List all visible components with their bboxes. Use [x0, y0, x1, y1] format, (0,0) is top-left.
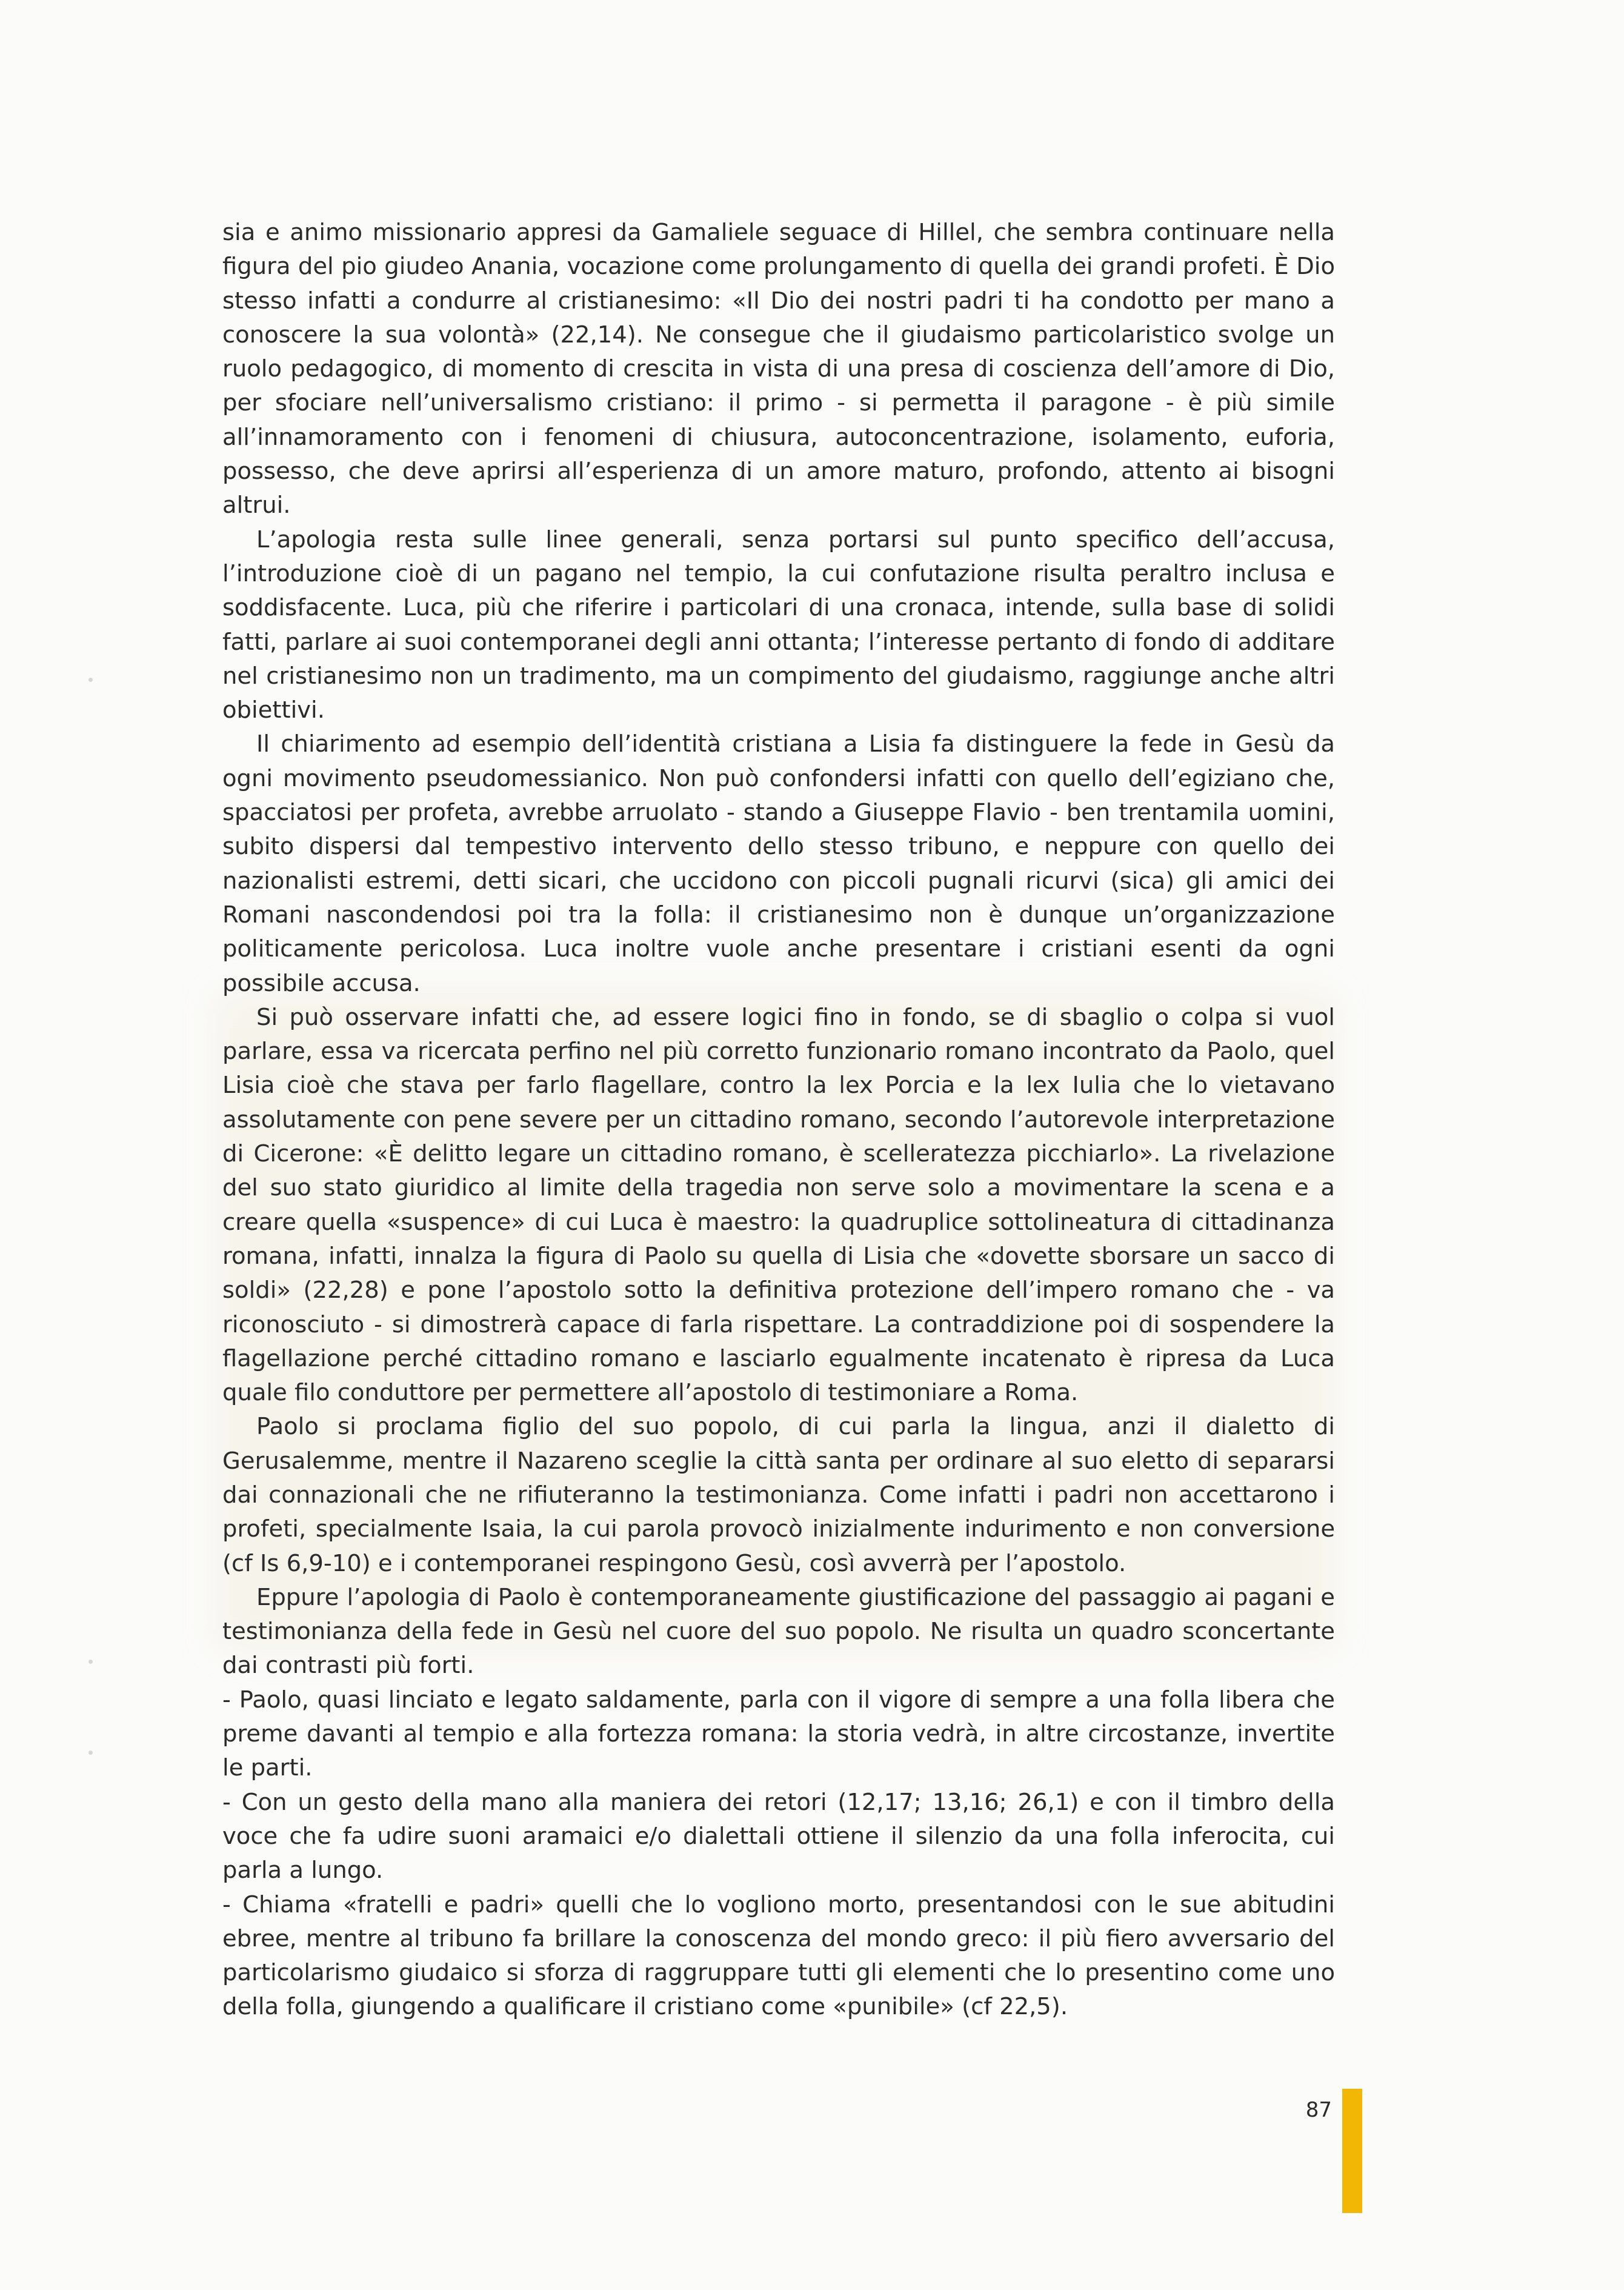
paragraph: Il chiarimento ad esempio dell’identità cristiana a Lisia fa distinguere la fede in Gesù da ogni movimento pseudomessianico. Non può confondersi infatti con quello dell’egiziano che, spacciatosi per profeta, avrebbe arruolato - stando a Giuseppe Flavio - ben trentamila uomini, subito dispersi dal tempestivo intervento dello stesso tribuno, e neppure con quello dei nazionalisti estremi, detti sicari, che uccidono con piccoli pugnali ricurvi (sica) gli amici dei Romani nascondendosi poi tra la folla: il cristianesimo non è dunque un’organizzazione politicamente pericolosa. Luca inoltre vuole anche presentare i cristiani esenti da ogni possibile accusa.	[222, 730, 1335, 997]
paragraph: sia e animo missionario appresi da Gamaliele seguace di Hillel, che sembra continuare nella figura del pio giudeo Anania, vocazione come prolungamento di quella dei grandi profeti. È Dio stesso infatti a condurre al cristianesimo: «Il Dio dei nostri padri ti ha condotto per mano a conoscere la sua volontà» (22,14). Ne consegue che il giudaismo particolaristico svolge un ruolo pedagogico, di momento di crescita in vista di una presa di coscienza dell’amore di Dio, per sfociare nell’universalismo cristiano: il primo - si permetta il paragone - è più simile all’innamoramento con i fenomeni di chiusura, autoconcentrazione, isolamento, euforia, possesso, che deve aprirsi all’esperienza di un amore maturo, profondo, attento ai bisogni altrui.	[222, 219, 1335, 519]
accent-bar	[1342, 2089, 1362, 2213]
paragraph: Si può osservare infatti che, ad essere logici fino in fondo, se di sbaglio o colpa si vuol parlare, essa va ricercata perfino nel più corretto funzionario romano incontrato da Paolo, quel Lisia cioè che stava per farlo flagellare, contro la lex Porcia e la lex Iulia che lo vietavano assolutamente con pene severe per un cittadino romano, secondo l’autorevole interpretazione di Cicerone: «È delitto legare un cittadino romano, è scelleratezza picchiarlo». La rivelazione del suo stato giuridico al limite della tragedia non serve solo a movimentare la scena e a creare quella «suspence» di cui Luca è maestro: la quadruplice sottolineatura di cittadinanza romana, infatti, innalza la figura di Paolo su quella di Lisia che «dovette sborsare un sacco di soldi» (22,28) e pone l’apostolo sotto la definitiva protezione dell’impero romano che - va riconosciuto - si dimostrerà capace di farla rispettare. La contraddizione poi di sospendere la flagellazione perché cittadino romano e lasciarlo egualmente incatenato è ripresa da Luca quale filo conduttore per permettere all’apostolo di testimoniare a Roma.	[222, 1003, 1335, 1407]
page-number: 87	[1305, 2098, 1332, 2122]
list-item: - Paolo, quasi linciato e legato saldamente, parla con il vigore di sempre a una folla libera che preme davanti al tempio e alla fortezza romana: la storia vedrà, in altre circostanze, invertite le parti.	[222, 1686, 1335, 1782]
scan-dust-dot	[88, 1751, 93, 1755]
scan-dust-dot	[88, 678, 93, 682]
body-text	[222, 216, 1335, 2025]
paragraph: L’apologia resta sulle linee generali, senza portarsi sul punto specifico dell’accusa, l’introduzione cioè di un pagano nel tempio, la cui confutazione risulta peraltro inclusa e soddisfacente. Luca, più che riferire i particolari di una cronaca, intende, sulla base di solidi fatti, parlare ai suoi contemporanei degli anni ottanta; l’interesse pertanto di fondo di additare nel cristianesimo non un tradimento, ma un compimento del giudaismo, raggiunge anche altri obiettivi.	[222, 526, 1335, 724]
paragraph: Eppure l’apologia di Paolo è contemporaneamente giustificazione del passaggio ai pagani e testimonianza della fede in Gesù nel cuore del suo popolo. Ne risulta un quadro sconcertante dai contrasti più forti.	[222, 1583, 1335, 1680]
paragraph: Paolo si proclama figlio del suo popolo, di cui parla la lingua, anzi il dialetto di Gerusalemme, mentre il Nazareno sceglie la città santa per ordinare al suo eletto di separarsi dai connazionali che ne rifiuteranno la testimonianza. Come infatti i padri non accettarono i profeti, specialmente Isaia, la cui parola provocò inizialmente indurimento e non conversione (cf Is 6,9-10) e i contemporanei respingono Gesù, così avverrà per l’apostolo.	[222, 1413, 1335, 1577]
list-item: - Con un gesto della mano alla maniera dei retori (12,17; 13,16; 26,1) e con il timbro della voce che fa udire suoni aramaici e/o dialettali ottiene il silenzio da una folla inferocita, cui parla a lungo.	[222, 1788, 1335, 1884]
scan-dust-dot	[88, 1660, 93, 1664]
list-item: - Chiama «fratelli e padri» quelli che lo vogliono morto, presentandosi con le sue abitudini ebree, mentre al tribuno fa brillare la conoscenza del mondo greco: il più fiero avversario del particolarismo giudaico si sforza di raggruppare tutti gli elementi che lo presentino come uno della folla, giungendo a qualificare il cristiano come «punibile» (cf 22,5).	[222, 1891, 1335, 2021]
